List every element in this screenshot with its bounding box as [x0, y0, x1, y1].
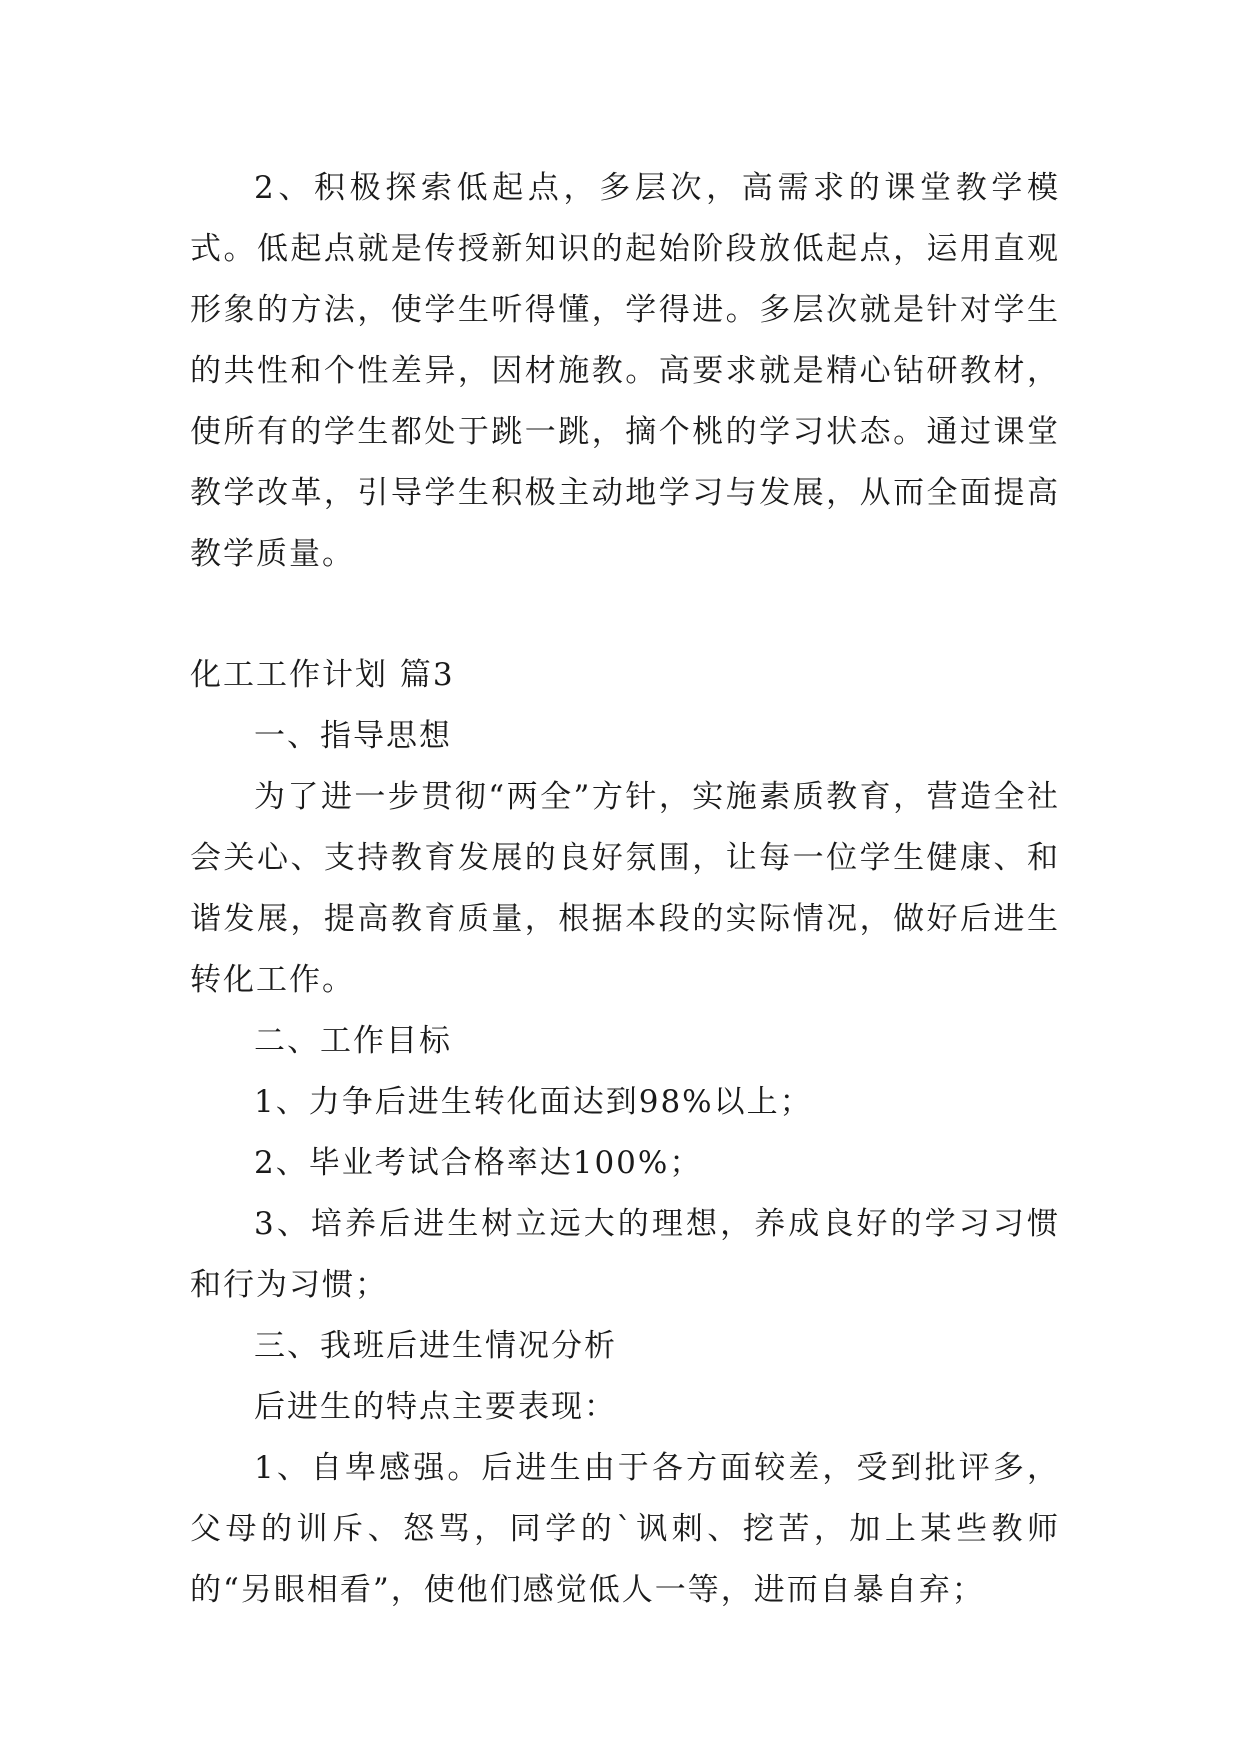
- paragraph-characteristics-intro: 后进生的特点主要表现：: [254, 1389, 617, 1425]
- heading-guiding-ideology: 一、指导思想: [254, 718, 452, 754]
- paragraph-guiding-ideology: 为了进一步贯彻“两全”方针，实施素质教育，营造全社会关心、支持教育发展的良好氛围，让每一位学生健康、和谐发展，提高教育质量，根据本段的实际情况，做好后进生转化工作。: [190, 779, 1060, 998]
- heading-work-goals: 二、工作目标: [254, 1023, 452, 1059]
- paragraph-classroom-model: 2、积极探索低起点，多层次，高需求的课堂教学模式。低起点就是传授新知识的起始阶段放低起点，运用直观形象的方法，使学生听得懂，学得进。多层次就是针对学生的共性和个性差异，因材施教。高要求就是精心钻研教材，使所有的学生都处于跳一跳，摘个桃的学习状态。通过课堂教学改革，引导学生积极主动地学习与发展，从而全面提高教学质量。: [190, 170, 1060, 572]
- goal-item-2: 2、毕业考试合格率达100%；: [254, 1145, 703, 1181]
- document-body: [190, 158, 1060, 1621]
- heading-situation-analysis: 三、我班后进生情况分析: [254, 1328, 617, 1364]
- section-gap: [190, 585, 1060, 645]
- goal-item-3: 3、培养后进生树立远大的理想，养成良好的学习习惯和行为习惯；: [190, 1206, 1060, 1303]
- goal-item-1: 1、力争后进生转化面达到98%以上；: [254, 1084, 813, 1120]
- characteristic-item-1: 1、自卑感强。后进生由于各方面较差，受到批评多，父母的训斥、怒骂，同学的`讽刺、挖苦，加上某些教师的“另眼相看”，使他们感觉低人一等，进而自暴自弃；: [190, 1450, 1060, 1608]
- section-title: 化工工作计划 篇3: [190, 657, 455, 693]
